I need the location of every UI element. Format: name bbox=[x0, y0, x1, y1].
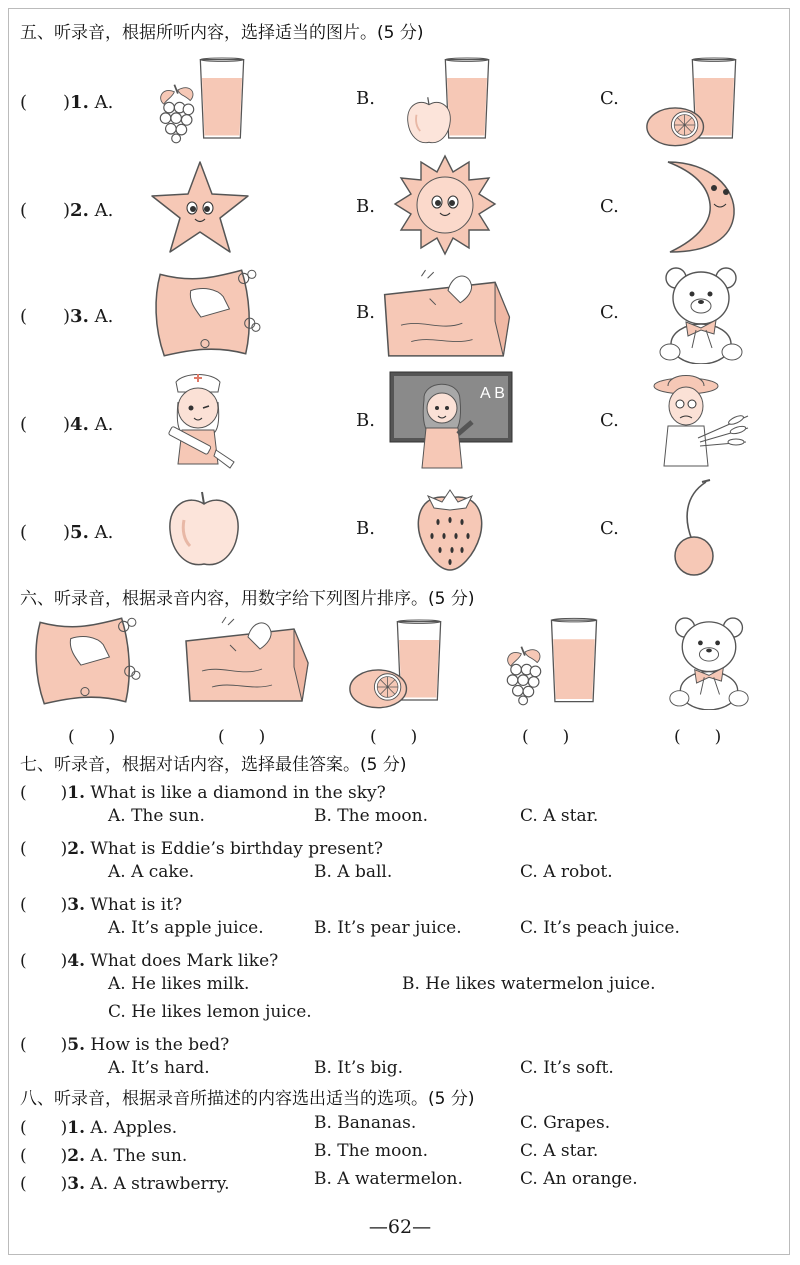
option-b: B. The moon. bbox=[314, 1141, 428, 1161]
pillow-icon[interactable] bbox=[30, 614, 144, 708]
question-text: What is like a diamond in the sky? bbox=[90, 783, 386, 803]
option-b: B. The moon. bbox=[314, 806, 428, 826]
option-c-label: C. bbox=[600, 88, 619, 109]
option-a: A. A strawberry. bbox=[90, 1174, 230, 1194]
question-number: 4. bbox=[67, 951, 86, 971]
option-a: A. It’s apple juice. bbox=[108, 918, 264, 938]
question-8-2 bbox=[20, 1141, 187, 1166]
option-a: A. He likes milk. bbox=[108, 974, 250, 994]
answer-bracket[interactable]: ( ) bbox=[20, 1118, 68, 1138]
option-c: C. A star. bbox=[520, 806, 599, 826]
wood-icon[interactable] bbox=[380, 268, 514, 360]
answer-bracket[interactable]: ( ) bbox=[20, 522, 71, 543]
question-7-2 bbox=[20, 834, 383, 859]
option-c: C. An orange. bbox=[520, 1169, 638, 1189]
apple-juice-icon[interactable] bbox=[404, 50, 494, 150]
question-number: 1. bbox=[67, 783, 86, 803]
option-a: A. Apples. bbox=[90, 1118, 178, 1138]
teacher-icon[interactable] bbox=[388, 370, 514, 470]
option-c: C. He likes lemon juice. bbox=[108, 1002, 312, 1022]
question-text: What is Eddie’s birthday present? bbox=[90, 839, 383, 859]
section-six-title: 六、听录音，根据录音内容，用数字给下列图片排序。(5 分) bbox=[20, 589, 475, 609]
moon-icon[interactable] bbox=[660, 158, 740, 254]
lemon-juice-icon[interactable] bbox=[645, 50, 740, 150]
option-a: A. The sun. bbox=[108, 806, 205, 826]
grape-juice-icon[interactable] bbox=[502, 612, 602, 712]
answer-bracket[interactable]: ( ) bbox=[20, 895, 68, 915]
nurse-icon[interactable] bbox=[160, 372, 242, 468]
option-c: C. A star. bbox=[520, 1141, 599, 1161]
option-a-label: A. bbox=[94, 92, 114, 113]
question-number: 2. bbox=[67, 1146, 86, 1166]
answer-bracket[interactable]: ( ) bbox=[674, 727, 722, 747]
part5-row-5 bbox=[0, 480, 800, 580]
question-number: 4. bbox=[70, 414, 89, 435]
option-b-label: B. bbox=[356, 196, 375, 217]
question-7-3 bbox=[20, 890, 182, 915]
option-a-label: A. bbox=[94, 200, 114, 221]
wood-icon[interactable] bbox=[182, 614, 312, 706]
option-c: C. A robot. bbox=[520, 862, 613, 882]
answer-bracket[interactable]: ( ) bbox=[218, 727, 266, 747]
question-7-4 bbox=[20, 946, 278, 971]
strawberry-icon[interactable] bbox=[414, 484, 486, 572]
pillow-icon[interactable] bbox=[150, 266, 262, 360]
option-b-label: B. bbox=[356, 302, 375, 323]
option-b: B. It’s pear juice. bbox=[314, 918, 462, 938]
option-a: A. A cake. bbox=[108, 862, 195, 882]
section-five-title: 五、听录音，根据所听内容，选择适当的图片。(5 分) bbox=[20, 23, 424, 43]
option-b: B. A watermelon. bbox=[314, 1169, 463, 1189]
answer-bracket[interactable]: ( ) bbox=[20, 92, 71, 113]
answer-bracket[interactable]: ( ) bbox=[20, 839, 68, 859]
answer-bracket[interactable]: ( ) bbox=[20, 1174, 68, 1194]
question-number: 1. bbox=[67, 1118, 86, 1138]
answer-bracket[interactable]: ( ) bbox=[20, 306, 71, 327]
option-b-label: B. bbox=[356, 88, 375, 109]
cherry-icon[interactable] bbox=[670, 480, 720, 576]
part5-row-3 bbox=[0, 264, 800, 364]
option-a: A. It’s hard. bbox=[108, 1058, 210, 1078]
apple-icon[interactable] bbox=[164, 486, 244, 570]
page-number: —62— bbox=[368, 1216, 432, 1238]
answer-bracket[interactable]: ( ) bbox=[68, 727, 116, 747]
part5-row-4 bbox=[0, 372, 800, 472]
star-icon[interactable] bbox=[148, 160, 252, 254]
option-b: B. A ball. bbox=[314, 862, 393, 882]
option-b-label: B. bbox=[356, 410, 375, 431]
farmer-icon[interactable] bbox=[648, 372, 752, 468]
teddy-bear-icon[interactable] bbox=[666, 614, 756, 714]
teddy-bear-icon[interactable] bbox=[656, 264, 746, 364]
question-text: How is the bed? bbox=[90, 1035, 230, 1055]
answer-bracket[interactable]: ( ) bbox=[522, 727, 570, 747]
answer-bracket[interactable]: ( ) bbox=[20, 200, 71, 221]
answer-bracket[interactable]: ( ) bbox=[370, 727, 418, 747]
question-number: 2. bbox=[70, 200, 89, 221]
option-c: C. It’s peach juice. bbox=[520, 918, 680, 938]
option-a: A. The sun. bbox=[90, 1146, 188, 1166]
option-c: C. Grapes. bbox=[520, 1113, 611, 1133]
blackboard-text: A B bbox=[480, 385, 505, 402]
option-b: B. It’s big. bbox=[314, 1058, 403, 1078]
section-eight-title: 八、听录音，根据录音所描述的内容选出适当的选项。(5 分) bbox=[20, 1089, 475, 1109]
question-number: 2. bbox=[67, 839, 86, 859]
section-seven-title: 七、听录音，根据对话内容，选择最佳答案。(5 分) bbox=[20, 755, 407, 775]
question-number: 5. bbox=[67, 1035, 86, 1055]
option-c-label: C. bbox=[600, 518, 619, 539]
question-number: 3. bbox=[67, 895, 86, 915]
option-b: B. He likes watermelon juice. bbox=[402, 974, 656, 994]
question-text: What does Mark like? bbox=[90, 951, 279, 971]
option-b-label: B. bbox=[356, 518, 375, 539]
question-number: 5. bbox=[70, 522, 89, 543]
grape-juice-icon[interactable] bbox=[155, 50, 245, 150]
option-c-label: C. bbox=[600, 196, 619, 217]
question-number: 3. bbox=[67, 1174, 86, 1194]
option-a-label: A. bbox=[94, 522, 114, 543]
option-a-label: A. bbox=[94, 414, 114, 435]
part5-row-2 bbox=[0, 156, 800, 256]
answer-bracket[interactable]: ( ) bbox=[20, 1146, 68, 1166]
sun-icon[interactable] bbox=[393, 156, 497, 256]
question-text: What is it? bbox=[90, 895, 183, 915]
answer-bracket[interactable]: ( ) bbox=[20, 783, 68, 803]
option-b: B. Bananas. bbox=[314, 1113, 417, 1133]
part5-row-1 bbox=[0, 48, 800, 148]
question-7-1 bbox=[20, 778, 386, 803]
option-c-label: C. bbox=[600, 302, 619, 323]
question-8-3 bbox=[20, 1169, 230, 1194]
answer-bracket[interactable]: ( ) bbox=[20, 951, 68, 971]
answer-bracket[interactable]: ( ) bbox=[20, 1035, 68, 1055]
question-7-5 bbox=[20, 1030, 229, 1055]
question-8-1 bbox=[20, 1113, 177, 1138]
question-number: 1. bbox=[70, 92, 89, 113]
option-c: C. It’s soft. bbox=[520, 1058, 614, 1078]
answer-bracket[interactable]: ( ) bbox=[20, 414, 71, 435]
question-number: 3. bbox=[70, 306, 89, 327]
option-a-label: A. bbox=[94, 306, 114, 327]
lemon-juice-icon[interactable] bbox=[348, 612, 448, 712]
option-c-label: C. bbox=[600, 410, 619, 431]
